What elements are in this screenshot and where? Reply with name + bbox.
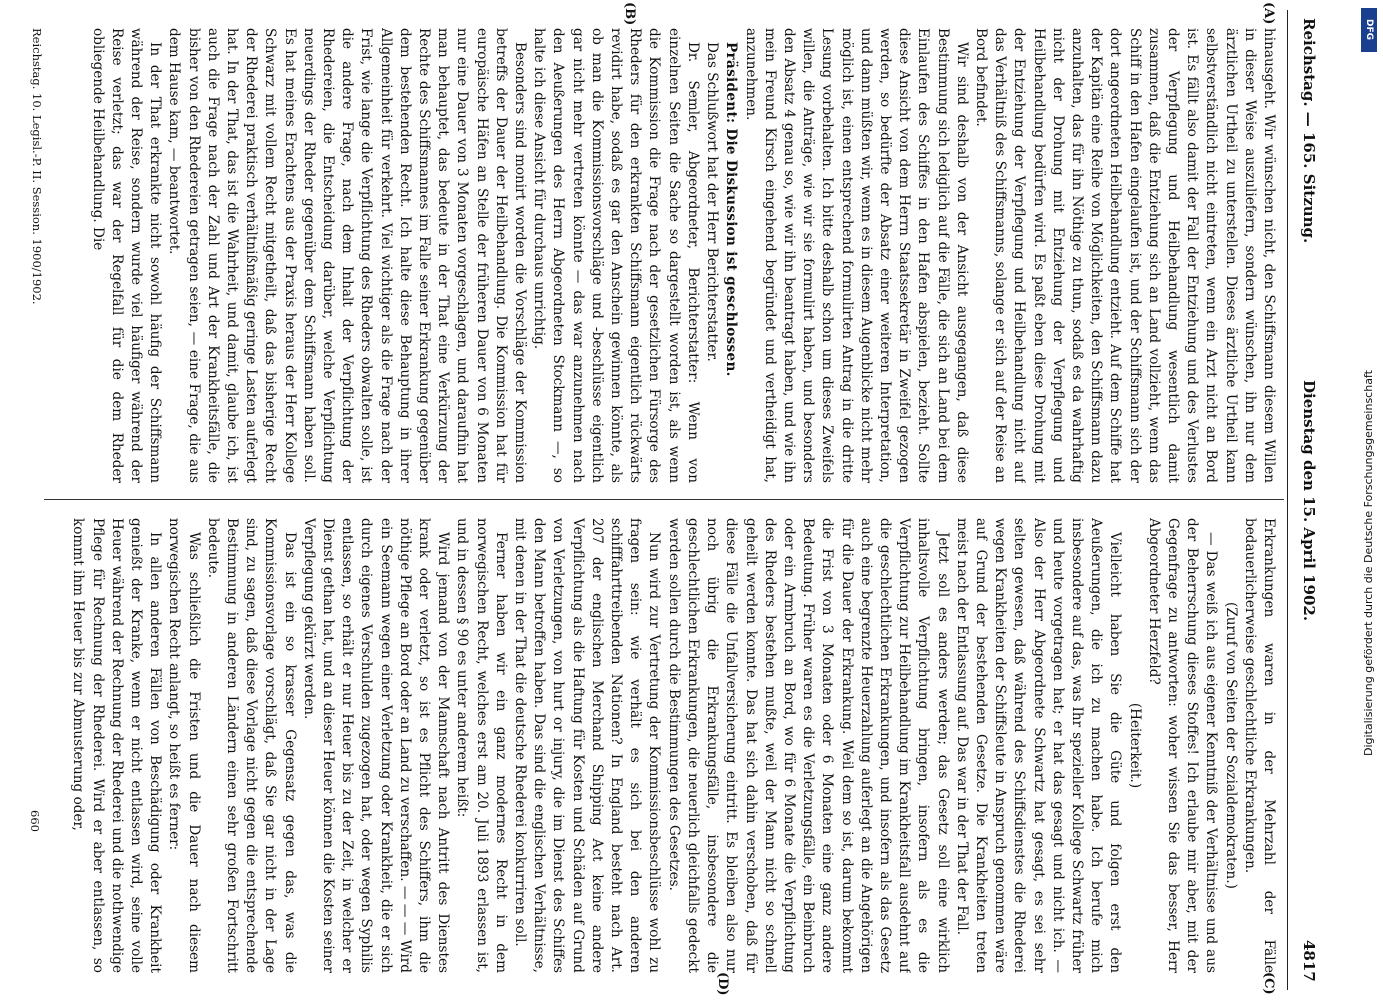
footer-sheet-number: 660 [28, 810, 42, 832]
dfg-logo: DFG [1361, 8, 1377, 52]
paragraph: Erkrankungen waren in der Mehrzahl der Fälle bedauerlicherweise geschlechtliche Erkrankungen. [1241, 518, 1277, 973]
paragraph: hinausgeht. Wir wünschen nicht, den Schiffsmann diesem Willen in dieser Weise auszuliefern, sondern wünschen, ihn nur dem ärztlichen Urtheil zu unterstellen. Dieses ärztliche Urtheil kann selbstverständlich nicht eintreten, wenn ein Arzt nicht an Bord ist. Es fällt also damit der Fall der Entziehung und des Verlustes der Verpflegung und Heilbehandlung wesentlich damit zusammen, daß die Entziehung sich an Land vollzieht, wenn das Schiff in den Hafen eingelaufen ist, und der Schiffsmann sich der dort angeordneten Heilbehandlung entzieht. Auf dem Schiffe hat der Kapitän eine Reihe von Möglichkeiten, den Schiffsmann dazu anzuhalten, das für ihn Nöthige zu thun, sodaß es da wahrhaftig nicht der Drohung mit Entziehung der Verpflegung und Heilbehandlung bedürfen wird. Es paßt eben diese Drohung mit der Entziehung der Verpflegung und Heilbehandlung nicht auf das Verhältniß des Schiffsmanns, solange er sich auf der Reise an Bord befindet. [972, 28, 1277, 483]
paragraph: In der That erkrankte nicht sowohl häufig der Schiffsmann während der Reise, sondern wurde viel häufiger während der Reise verletzt; das war der Regelfall für die dem Rheder obliegende Heilbehandlung. Die [89, 28, 164, 483]
right-column [28, 518, 1278, 973]
digitization-note: Digitalisierung gefördert durch die Deutsche Forschungsgemeinschaft [1362, 370, 1375, 756]
paragraph: Vielleicht haben Sie die Güte und folgen erst den Aeußerungen, die ich zu machen habe. Ich berufe mich insbesondere auf das, was Ihr spezieller Kollege Schwartz früher und heute vorgetragen hat; er hat das gesagt und nicht ich. — Also der Herr Abgeordnete Schwartz hat gesagt, es sei sehr selten gewesen, daß während des Schiffsdienstes die Rhederei wegen Krankheiten der Schiffsleute in Anspruch genommen wäre auf Grund der bestehenden Gesetze. Die Krankheiten treten meist nach der Entlassung auf. Das war in der That der Fall. [953, 518, 1124, 973]
margin-marker-b: (B) [622, 2, 637, 26]
quoted-law: Wird jemand von der Mannschaft nach Antritt des Dienstes krank oder verletzt, so ist es Pflicht des Schiffers, ihm die nöthige Pflege an Bord oder an Land zu verschaffen. — — — Wird ein Seemann wegen einer Verletzung oder Krankheit, die er sich durch eigenes Verschulden zugezogen hat, oder wegen Syphilis entlassen, so erhält er nur Heuer bis zu der Zeit, in welcher er Dienst gethan hat, und an dieser Heuer können die Kosten seiner Verpflegung gekürzt werden. [300, 518, 452, 973]
margin-marker-c: (C) [1261, 972, 1276, 995]
interjection: (Zuruf von Seiten der Sozialdemokraten.) [1222, 602, 1239, 889]
paragraph: Jetzt soll es anders werden; das Gesetz soll eine wirklich inhaltsvolle Verpflichtung bringen, insofern als es die Verpflichtung zur Heilbehandlung im Krankheitsfall ausdehnt auf die geschlechtlichen Erkrankungen, und insofern als das Gesetz auch eine begrenzte Heuerzahlung auferlegt an die Angehörigen für die Dauer der Erkrankung. Weil dem so ist, darum bekommt die Frist von 3 Monaten oder 6 Monaten eine ganz andere Bedeutung. Früher waren es die Verletzungsfälle, ein Beinbruch oder ein Armbruch an Bord, wo für 6 Monate die Verpflichtung des Rheders bestehen mußte, weil der Mann nicht so schnell geheilt werden konnte. Das hat sich dahin verschoben, daß für diese Fälle die Unfallversicherung eintritt. Es bleiben also nur noch übrig die Erkrankungsfälle, insbesondere die geschlechtlichen Erkrankungen, die neuerlich gleichfalls gedeckt werden sollen durch die Bestimmungen des Gesetzes. [665, 518, 951, 973]
margin-marker-d: (D) [715, 972, 730, 996]
paragraph: — Das weiß ich aus eigener Kenntniß der Verhältnisse und aus der Beherrschung dieses Stoffes! Ich erlaube mir aber, mit der Gegenfrage zu antworten: woher wissen Sie das besser, Herr Abgeordneter Herzfeld? [1145, 518, 1220, 973]
paragraph: Ferner haben wir ein ganz modernes Recht in dem norwegischen Recht, welches erst am 20. Juli 1893 erlassen ist, und in dessen § 90 es unter anderem heißt: [454, 518, 509, 973]
header-rule [1287, 10, 1288, 990]
paragraph: Nun wird zur Vertretung der Kommissionsbeschlüsse wohl zu fragen sein: wie verhält es sich bei den anderen schifffahrttreibenden Nationen? In England besteht nach Art. 207 der englischen Merchand Shipping Act keine andere Verpflichtung als die Haftung für Kosten und Schäden auf Grund von Verletzungen, von hurt or injury, die im Dienst des Schiffes den Mann betroffen haben. Das sind die englischen Verhältnisse, mit denen in der That die deutsche Rhederei konkurriren soll. [512, 518, 663, 973]
president-statement: Präsident: Die Diskussion ist geschlossen. [723, 42, 740, 377]
paragraph: Das ist ein so krasser Gegensatz gegen das, was die Kommissionsvorlage vorschlägt, daß Sie gar nicht in der Lage sind, zu sagen, daß diese Vorlage nicht gegen die entsprechende Bestimmung in anderen Ländern einen sehr großen Fortschritt bedeute. [204, 518, 298, 973]
speaker-paragraph: Dr. Semler, Abgeordneter, Berichterstatter: Wenn von einzelnen Seiten die Sache so dargestellt worden ist, als wenn die Kommission die Frage nach der gesetzlichen Fürsorge des Rheders für den erkrankten Schiffsmann eigentlich rückwärts revidirt habe, sodaß es gar den Anschein gewinnen könnte, als ob man die Kommissionsvorschläge und -beschlüsse eigentlich gar nicht mehr vertreten könnte — das war anzunehmen nach den Aeußerungen des Herrn Abgeordneten Stockmann —, so halte ich diese Ansicht für durchaus unrichtig. [531, 28, 701, 483]
margin-marker-a: (A) [1261, 2, 1276, 25]
column-divider [44, 499, 1284, 500]
header-session: Reichstag. — 165. Sitzung. [1300, 18, 1318, 244]
paragraph: Wir sind deshalb von der Ansicht ausgegangen, daß diese Bestimmung sich lediglich auf die Fälle, die sich an Land bei dem Einlaufen des Schiffes in den Hafen abspielen, bezieht. Sollte diese Ansicht von dem Herrn Staatssekretär in Zweifel gezogen werden, so bedürfte der Absatz einer weiteren Interpretation, und dann müßten wir, wenn es in diesem Augenblicke nicht mehr möglich ist, einen entsprechend formulirten Antrag in die dritte Lesung vorbehalten. Ich bitte deshalb schon um dieses Zweifels willen, die Anträge, wie wir sie formulirt haben, und besonders den Absatz 4 genau so, wie wir ihn beantragt haben, und wie ihn mein Freund Kirsch eingehend begründet und vertheidigt hat, anzunehmen. [742, 28, 970, 483]
paragraph: Besonders sind monirt worden die Vorschläge der Kommission betreffs der Dauer der Heilbehandlung. Die Kommission hat für europäische Häfen an Stelle der früheren Dauer von 6 Monaten nur eine Dauer von 3 Monaten vorgeschlagen, und daraufhin hat man behauptet, das bedeute in der That eine Verkürzung der Rechte des Schiffsmannes im Falle seiner Erkrankung gegenüber dem bestehenden Recht. Ich halte diese Behauptung in ihrer Allgemeinheit für verkehrt. Viel wichtiger als die Frage nach der Frist, wie lange die Verpflichtung des Rheders obwalten solle, ist die andere Frage, nach dem Inhalt der Verpflichtung der Rhedereien, die Entscheidung darüber, welche Verpflichtung neuerdings der Rheder gegenüber dem Schiffsmann haben soll. Es hat meines Erachtens aus der Praxis heraus der Herr Kollege Schwarz mit vollem Recht mitgetheilt, daß das bisherige Recht der Rhederei praktisch verhältnißmäßig geringe Lasten auferlegt hat. In der That, das ist die Wahrheit, und damit, glaube ich, ist auch die Frage nach der Zahl und Art der Krankheitsfälle, die bisher von den Rhedereien getragen seien, — eine Frage, die aus dem Hause kam, — beantwortet. [166, 28, 529, 483]
paragraph: Was schließlich die Fristen und die Dauer nach diesem norwegischen Recht anlangt, so heißt es ferner: [166, 518, 202, 973]
paragraph: Das Schlußwort hat der Herr Berichterstatter. [704, 42, 721, 362]
header-page-number: 4817 [1300, 940, 1318, 982]
quoted-law: In allen anderen Fällen von Beschädigung oder Krankheit genießt der Kranke, wenn er nicht entlassen wird, seine volle Heuer während der Rechnung der Rhederei und die nothwendige Pflege für Rechnung der Rhederei. Wird er aber entlassen, so kommt ihm Heuer bis zur Abmusterung oder, [70, 518, 164, 973]
header-date: Dienstag den 15. April 1902. [1300, 380, 1318, 622]
digitization-strip [1358, 0, 1383, 1000]
interjection: (Heiterkeit.) [1126, 702, 1143, 789]
left-column [28, 28, 1278, 483]
footer-legislature: Reichstag. 10. Legisl.-P. II. Session. 1900/1902. [30, 28, 44, 305]
